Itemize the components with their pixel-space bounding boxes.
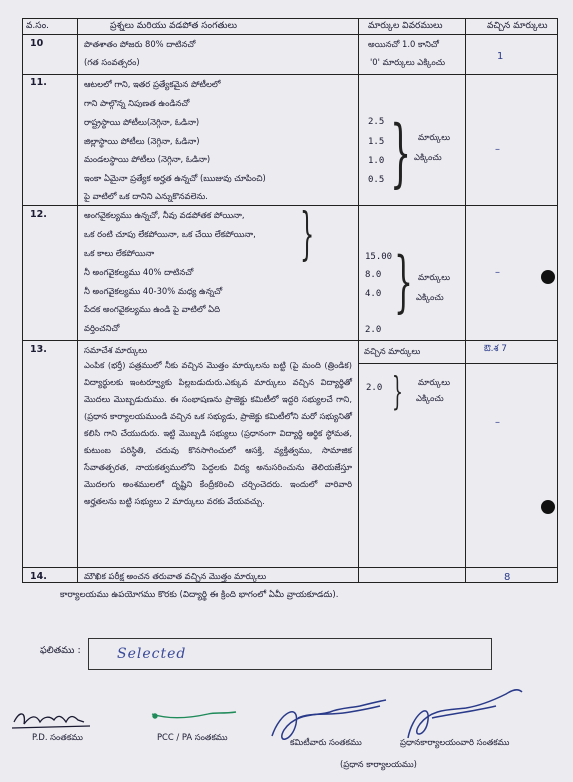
row-divider	[358, 363, 558, 364]
pd-signature-icon	[12, 714, 90, 728]
marks-value: 1.5	[368, 137, 385, 147]
committee-signature-icon	[272, 700, 386, 739]
question-line: ఇంకా ఏమైనా ప్రత్యేక అర్హత ఉన్నచో (ఋజువు చూపించి)	[84, 173, 266, 183]
result-value: Selected	[117, 646, 187, 662]
question-line: మండలస్థాయి పోటీలు (నెగ్గినా, ఓడినా)	[84, 154, 211, 164]
question-line: (గత సంవత్సరం)	[84, 57, 140, 67]
marks-label: మార్కులు	[418, 377, 451, 387]
marks-head: వచ్చిన మార్కులు	[364, 346, 421, 356]
question-line: పేదక అంగవైకల్యము ఉండి పై వాటిలో ఏది	[84, 304, 221, 314]
brace-icon: }	[300, 202, 315, 267]
question-line: నీ అంగవైకల్యము 40% దాటినచో	[84, 267, 194, 277]
head-office-signature-label: ప్రధానకార్యాలయంవారి సంతకము	[400, 737, 510, 747]
row-divider	[22, 567, 558, 568]
header-marks-got: వచ్చిన మార్కులు	[487, 21, 548, 31]
question-line: జిల్లాస్థాయి పోటీలు (నెగ్గినా, ఓడినా)	[84, 136, 200, 146]
row-number: 11.	[30, 77, 47, 88]
obtained-marks: –	[495, 144, 500, 155]
marks-value: 15.00	[365, 252, 393, 262]
question-line: నీ అంగవైకల్యము 40-30% మధ్య ఉన్నచో	[84, 286, 223, 296]
marks-value: 1.0	[368, 156, 385, 166]
header-question: ప్రశ్నలు మరియు వడపోత సంగతులు	[110, 21, 237, 31]
col-divider	[465, 18, 466, 583]
question-line: రాష్ట్రస్థాయి పోటీలు(నెగ్గినా, ఓడినా)	[84, 117, 200, 127]
pcc-signature-icon	[152, 712, 236, 718]
row-number: 10	[30, 38, 44, 49]
question-line: పై వాటిలో ఒక దానిని ఎన్నుకొనవలెను.	[84, 191, 208, 201]
question-line: ఒక కాలు లేకపోయినా	[84, 248, 155, 258]
header-marks-desc: మార్కుల వివరములు	[368, 21, 443, 31]
row-divider	[22, 205, 558, 206]
marks-got-head: ఔ.శ 7	[484, 344, 507, 354]
binder-hole	[541, 500, 555, 514]
row-divider	[22, 74, 558, 75]
question-line: వర్తించనిచో	[84, 323, 120, 333]
row-divider	[22, 340, 558, 341]
head-office-signature-icon	[408, 690, 522, 738]
marks-value: 0.5	[368, 175, 385, 185]
question-line: ఒక రంటి చూపు లేకపోయినా, ఒక చేయి లేకపోయినా,	[84, 229, 256, 239]
col-divider	[77, 18, 78, 583]
obtained-marks: –	[495, 267, 500, 278]
pd-signature-label: P.D. సంతకము	[32, 732, 83, 742]
result-box	[88, 638, 492, 670]
question-line: మౌఖిక పరీక్ష అంచన తరువాత వచ్చిన మొత్తం మార్కులు	[84, 571, 267, 581]
question-line: ఆటలలో గాని, ఇతర ప్రత్యేకమైన పోటీలలో	[84, 79, 221, 89]
office-use-note: కార్యాలయము ఉపయోగము కొరకు (విద్యార్థి ఈ క్రింది భాగంలో ఏమీ వ్రాయకూడదు).	[60, 590, 339, 600]
obtained-marks: –	[495, 417, 500, 428]
marks-label: ఎక్కించు	[416, 393, 444, 403]
marks-value: 2.5	[368, 117, 385, 127]
marks-value: 2.0	[365, 325, 382, 335]
marks-rule: అయినచో 1.0 కానిచో	[368, 39, 439, 49]
head-office-note: (ప్రధాన కార్యాలయము)	[340, 759, 417, 769]
brace-icon: }	[390, 110, 412, 196]
brace-icon: }	[392, 369, 403, 413]
marks-label: మార్కులు	[418, 132, 451, 142]
row-number: 13.	[30, 344, 47, 355]
question-line: గాని పాల్గొన్న నిపుణత ఉండినచో	[84, 98, 190, 108]
question-line: పొతశాతం పోజరు 80% దాటినచో	[84, 39, 196, 49]
marks-label: ఎక్కించు	[414, 152, 442, 162]
marks-value: 2.0	[366, 383, 383, 393]
brace-icon: }	[394, 243, 413, 320]
signature-strokes	[0, 672, 573, 782]
result-label: ఫలితము :	[40, 645, 81, 656]
row-number: 14.	[30, 571, 47, 582]
marks-rule: '0' మార్కులు ఎక్కించు	[370, 57, 445, 67]
committee-signature-label: కమిటీవారు సంతకము	[290, 737, 362, 747]
obtained-marks: 1	[497, 51, 504, 62]
total-marks: 8	[504, 572, 511, 583]
marks-label: ఎక్కించు	[416, 292, 444, 302]
row-number: 12.	[30, 209, 47, 220]
header-sno: వ.సం.	[26, 21, 50, 31]
pcc-signature-label: PCC / PA సంతకము	[157, 732, 228, 742]
marks-label: మార్కులు	[418, 272, 451, 282]
binder-hole	[541, 270, 555, 284]
marks-value: 8.0	[365, 270, 382, 280]
question-line: అంగవైకల్యము ఉన్నచో, నీవు వడపోతక పోయినా,	[84, 210, 245, 220]
paragraph: ఎంపిక (భర్తీ) పత్రములో నీకు వచ్చిన మొత్తం మార్కులను బట్టి (పై మంది (త్రిండిక) విద్యార్థులకు ఇంటర్వ్యూకు పిల్లబడుదురు.ఎక్కువ మార్కులు వచ్చిన విద్యార్థితో మొదలు మొబ్బడుదుము. ఈ సంభాషణను ప్రాజెక్టు కమిటీలో ఇద్దరి సభ్యులచే గాని, (ప్రధాన కార్యాలయముండి వచ్చిన ఒక సభ్యుడు, ప్రాజెక్టు కమిటీలోని మరో సభ్యునితో కలిసి గాని చేయుదురు. ఇట్టి మొబ్బడి సభ్యులు (ప్రధానంగా విద్యార్థి ఆర్థిక స్థోమత, కుటుంబ పరిస్థితి, చదువు కొనసాగించులో ఆసక్తి, వ్యక్తిత్వము, సామాజిక సేవాతత్పరత, నాయకత్వములోని పెద్దలకు విద్య అనుసరించును తెలియజేస్తూ మొదలగు అంశములలో దృష్టిని కేంద్రీకరించి చర్చించెదరు. ఇందులో వారివారి అర్హతలను బట్టి సభ్యులు 2 మార్కులు వరకు వేయవచ్చు.	[84, 360, 352, 506]
col-divider	[358, 18, 359, 583]
row-divider	[22, 34, 558, 35]
row-title: సమాచేశ మార్కులు	[84, 345, 148, 355]
marks-value: 4.0	[365, 289, 382, 299]
